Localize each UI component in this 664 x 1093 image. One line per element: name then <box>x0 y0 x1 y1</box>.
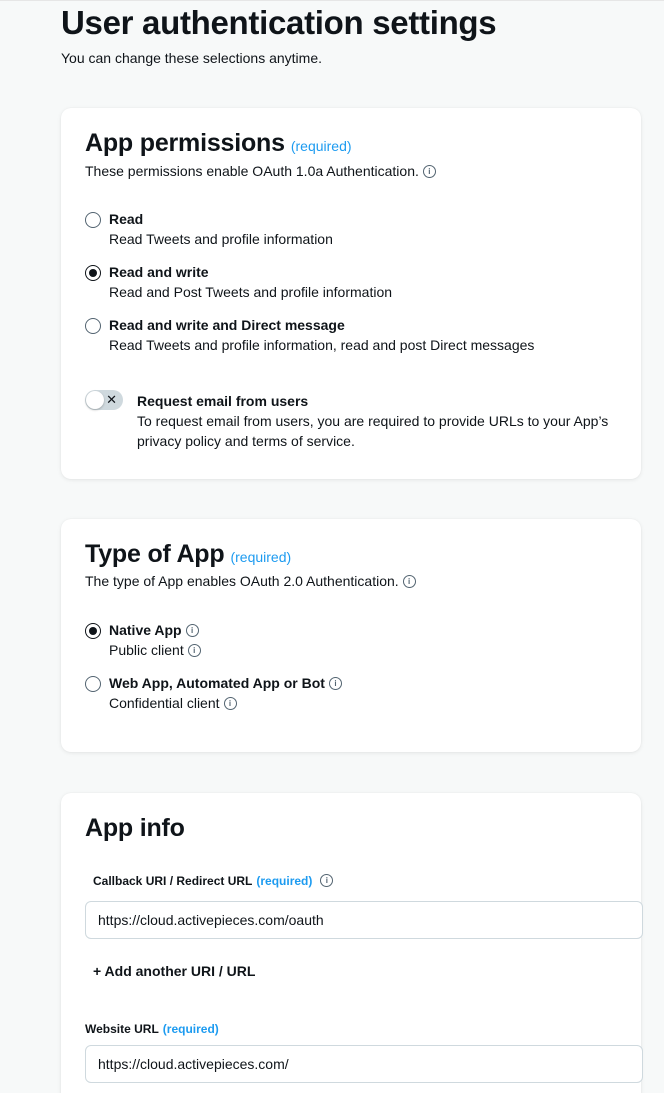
info-icon[interactable]: i <box>329 677 342 690</box>
option-description: Public client <box>109 642 184 658</box>
request-email-toggle[interactable] <box>85 390 123 410</box>
option-label-row <box>109 621 199 639</box>
option-label: Read <box>109 211 144 227</box>
required-tag: (required) <box>290 138 352 154</box>
type-of-app-title-text: Type of App <box>85 540 225 568</box>
page-subtitle: You can change these selections anytime. <box>61 50 322 66</box>
type-of-app-description-text: The type of App enables OAuth 2.0 Authentication. <box>85 573 399 589</box>
top-divider <box>0 0 664 1</box>
option-label: Read and write and Direct message <box>109 317 345 333</box>
option-description-row <box>109 694 237 712</box>
info-icon[interactable]: i <box>320 874 333 887</box>
app-permissions-title-text: App permissions <box>85 129 285 157</box>
info-icon[interactable]: i <box>403 575 416 588</box>
radio-web-app[interactable] <box>85 676 101 692</box>
option-description: Confidential client <box>109 695 220 711</box>
option-description: Read Tweets and profile information <box>109 231 333 247</box>
info-icon[interactable]: i <box>186 624 199 637</box>
request-email-description: To request email from users, you are required to provide URLs to your App’s privacy policy and terms of service. <box>137 413 609 449</box>
page-title: User authentication settings <box>61 4 497 41</box>
callback-url-input[interactable] <box>85 901 643 939</box>
app-type-option-web[interactable] <box>85 674 625 714</box>
app-permissions-description-text: These permissions enable OAuth 1.0a Authentication. <box>85 163 419 179</box>
type-of-app-description <box>85 572 416 590</box>
info-icon[interactable]: i <box>423 165 436 178</box>
option-label: Web App, Automated App or Bot <box>109 675 325 691</box>
add-uri-button[interactable]: + Add another URI / URL <box>93 963 256 979</box>
website-url-label-text: Website URL <box>85 1022 159 1036</box>
radio-read-write[interactable] <box>85 265 101 281</box>
callback-url-label-text: Callback URI / Redirect URL <box>93 874 253 888</box>
app-info-title: App info <box>85 814 185 842</box>
option-description-row <box>109 641 201 659</box>
info-icon[interactable]: i <box>224 697 237 710</box>
website-url-input[interactable] <box>85 1045 643 1083</box>
request-email-title: Request email from users <box>137 393 309 409</box>
website-url-label <box>85 1021 219 1037</box>
app-permissions-title <box>85 128 352 161</box>
info-icon[interactable]: i <box>188 644 201 657</box>
required-tag: (required) <box>162 1022 219 1036</box>
app-permissions-card <box>61 108 641 479</box>
option-description: Read and Post Tweets and profile information <box>109 284 393 300</box>
radio-read[interactable] <box>85 212 101 228</box>
close-icon: ✕ <box>106 392 117 407</box>
callback-url-label <box>93 873 333 889</box>
radio-read-write-dm[interactable] <box>85 318 101 334</box>
option-description: Read Tweets and profile information, read and post Direct messages <box>109 337 535 353</box>
option-label: Read and write <box>109 264 209 280</box>
type-of-app-title <box>85 539 291 572</box>
permission-option-read[interactable] <box>85 210 625 250</box>
radio-native-app[interactable] <box>85 623 101 639</box>
required-tag: (required) <box>230 549 292 565</box>
type-of-app-card <box>61 519 641 752</box>
required-tag: (required) <box>256 874 313 888</box>
app-permissions-description <box>85 162 436 180</box>
toggle-knob <box>86 391 104 409</box>
option-label: Native App <box>109 622 182 638</box>
app-info-card <box>61 793 641 1093</box>
app-type-option-native[interactable] <box>85 621 625 661</box>
option-label-row <box>109 674 342 692</box>
permission-option-read-write[interactable] <box>85 263 625 303</box>
permission-option-read-write-dm[interactable] <box>85 316 625 356</box>
